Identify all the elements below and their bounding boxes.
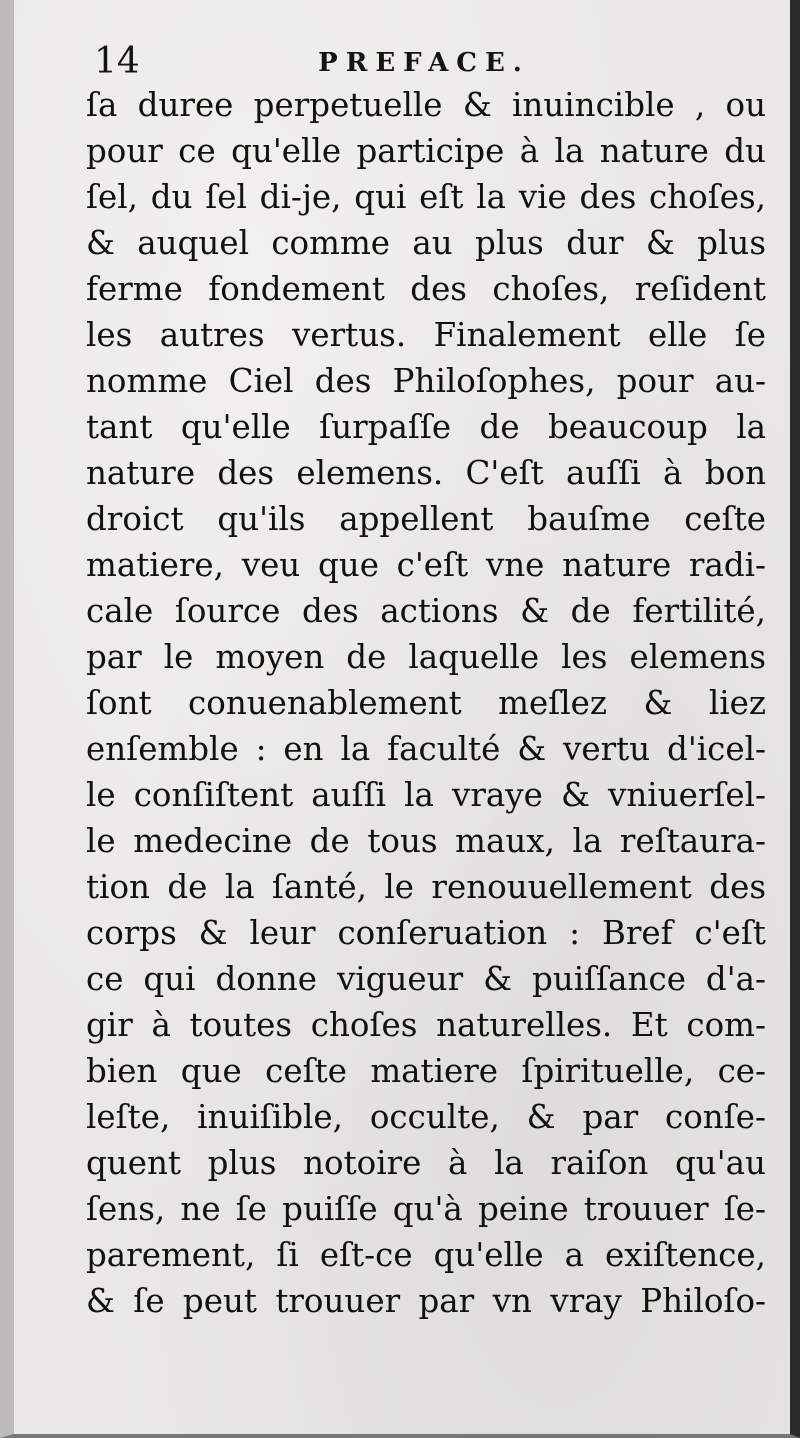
text-line: ſa duree perpetuelle & inuincible , ou <box>86 86 766 124</box>
text-line: enſemble : en la faculté & vertu d'icel- <box>86 730 766 768</box>
text-line: & ſe peut trouuer par vn vray Philoſo- <box>86 1282 766 1320</box>
text-line: gir à toutes choſes naturelles. Et com- <box>86 1006 766 1044</box>
text-line: parement, ſi eſt-ce qu'elle a exiſtence, <box>86 1236 766 1274</box>
text-line: ſont conuenablement meſlez & liez <box>86 684 766 722</box>
text-line: leſte, inuiſible, occulte, & par conſe- <box>86 1098 766 1136</box>
text-line: corps & leur conſeruation : Bref c'eſt <box>86 914 766 952</box>
text-line: quent plus notoire à la raiſon qu'au <box>86 1144 766 1182</box>
text-line: & auquel comme au plus dur & plus <box>86 224 766 262</box>
text-line: le medecine de tous maux, la reſtaura- <box>86 822 766 860</box>
text-line: tant qu'elle ſurpaſſe de beaucoup la <box>86 408 766 446</box>
running-head: PREFACE. <box>318 48 530 78</box>
page-number: 14 <box>94 41 140 82</box>
text-line: ce qui donne vigueur & puiſſance d'a- <box>86 960 766 998</box>
text-line: nomme Ciel des Philoſophes, pour au- <box>86 362 766 400</box>
text-line: ſel, du ſel di-je, qui eſt la vie des choſes, <box>86 178 766 216</box>
text-line: matiere, veu que c'eſt vne nature radi- <box>86 546 766 584</box>
text-line: bien que ceſte matiere ſpirituelle, ce- <box>86 1052 766 1090</box>
text-line: cale ſource des actions & de fertilité, <box>86 592 766 630</box>
text-line: pour ce qu'elle participe à la nature du <box>86 132 766 170</box>
text-line: nature des elemens. C'eſt auſſi à bon <box>86 454 766 492</box>
text-line: ſens, ne ſe puiſſe qu'à peine trouuer ſe- <box>86 1190 766 1228</box>
text-line: tion de la ſanté, le renouuellement des <box>86 868 766 906</box>
text-line: le conſiſtent auſſi la vraye & vniuerſel- <box>86 776 766 814</box>
text-line: par le moyen de laquelle les elemens <box>86 638 766 676</box>
text-line: droict qu'ils appellent bauſme ceſte <box>86 500 766 538</box>
body-text <box>86 82 766 1324</box>
text-line: ferme fondement des choſes, reſident <box>86 270 766 308</box>
text-line: les autres vertus. Finalement elle ſe <box>86 316 766 354</box>
